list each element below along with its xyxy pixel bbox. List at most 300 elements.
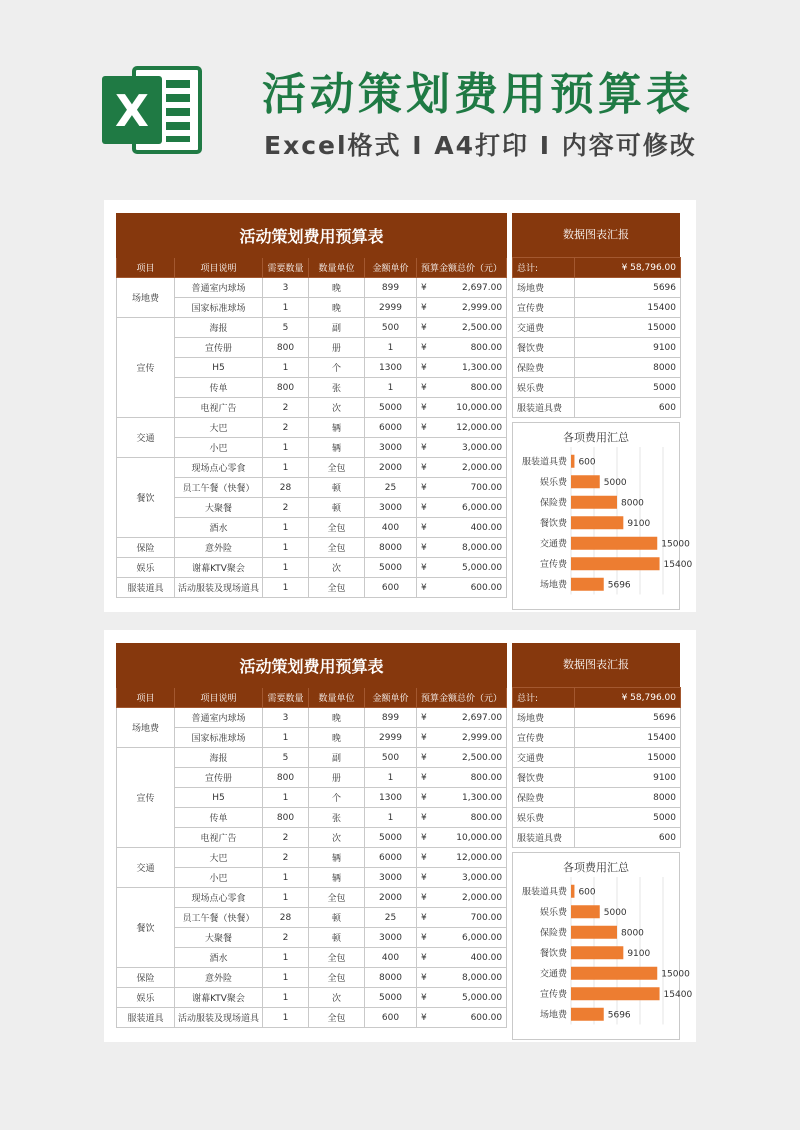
table-row bbox=[117, 578, 507, 598]
price-cell: 2000 bbox=[365, 888, 417, 908]
main-title: 活动策划费用预算表 bbox=[262, 69, 694, 120]
description-cell: 海报 bbox=[175, 748, 263, 768]
quantity-cell: 1 bbox=[263, 538, 309, 558]
price-cell: 3000 bbox=[365, 438, 417, 458]
unit-cell: 辆 bbox=[309, 438, 365, 458]
summary-row bbox=[513, 768, 681, 788]
chart-category-label: 保险费 bbox=[539, 928, 567, 939]
currency-symbol: ¥ bbox=[421, 972, 427, 983]
total-cell bbox=[417, 478, 507, 498]
summary-title: 数据图表汇报 bbox=[512, 643, 680, 687]
price-cell: 5000 bbox=[365, 828, 417, 848]
summary-panel bbox=[512, 643, 693, 1040]
currency-symbol: ¥ bbox=[421, 282, 427, 293]
sub-title: Excel格式 I A4打印 I 内容可修改 bbox=[264, 131, 697, 160]
chart-category-label: 保险费 bbox=[539, 498, 567, 509]
description-cell: 现场点心零食 bbox=[175, 888, 263, 908]
description-cell: 员工午餐（快餐） bbox=[175, 908, 263, 928]
quantity-cell: 1 bbox=[263, 298, 309, 318]
total-amount: 2,999.00 bbox=[462, 302, 503, 313]
total-cell bbox=[417, 848, 507, 868]
chart-bar bbox=[571, 1008, 604, 1021]
table-row bbox=[117, 358, 507, 378]
category-cell: 交通 bbox=[117, 418, 175, 458]
chart-bar bbox=[571, 516, 623, 529]
table-title: 活动策划费用预算表 bbox=[117, 214, 507, 258]
total-amount: 2,999.00 bbox=[462, 732, 503, 743]
page-header bbox=[0, 0, 800, 180]
total-amount: 2,500.00 bbox=[462, 752, 503, 763]
summary-row bbox=[513, 338, 681, 358]
price-cell: 5000 bbox=[365, 988, 417, 1008]
description-cell: 传单 bbox=[175, 378, 263, 398]
price-cell: 25 bbox=[365, 478, 417, 498]
unit-cell: 全包 bbox=[309, 518, 365, 538]
header-row bbox=[117, 688, 507, 708]
quantity-cell: 1 bbox=[263, 948, 309, 968]
description-cell: 酒水 bbox=[175, 948, 263, 968]
column-header: 项目说明 bbox=[175, 258, 263, 278]
unit-cell: 次 bbox=[309, 988, 365, 1008]
quantity-cell: 2 bbox=[263, 498, 309, 518]
description-cell: H5 bbox=[175, 788, 263, 808]
chart-bar bbox=[571, 885, 574, 898]
summary-total-value: ¥ 58,796.00 bbox=[575, 688, 681, 708]
bar-chart bbox=[513, 423, 693, 611]
total-cell bbox=[417, 748, 507, 768]
unit-cell: 辆 bbox=[309, 418, 365, 438]
price-cell: 8000 bbox=[365, 538, 417, 558]
summary-value: 5000 bbox=[575, 808, 681, 828]
chart-value-label: 9100 bbox=[627, 948, 651, 959]
summary-total-label: 总计: bbox=[513, 258, 575, 278]
total-cell bbox=[417, 578, 507, 598]
quantity-cell: 2 bbox=[263, 418, 309, 438]
price-cell: 1300 bbox=[365, 788, 417, 808]
summary-value: 600 bbox=[575, 398, 681, 418]
total-amount: 400.00 bbox=[470, 952, 503, 963]
unit-cell: 晚 bbox=[309, 298, 365, 318]
total-cell bbox=[417, 278, 507, 298]
chart-bar bbox=[571, 946, 623, 959]
unit-cell: 全包 bbox=[309, 538, 365, 558]
summary-value: 5696 bbox=[575, 278, 681, 298]
table-row bbox=[117, 338, 507, 358]
currency-symbol: ¥ bbox=[421, 482, 427, 493]
chart-value-label: 15000 bbox=[661, 539, 690, 550]
price-cell: 3000 bbox=[365, 498, 417, 518]
table-row bbox=[117, 498, 507, 518]
category-cell: 保险 bbox=[117, 538, 175, 558]
quantity-cell: 2 bbox=[263, 398, 309, 418]
quantity-cell: 1 bbox=[263, 558, 309, 578]
summary-total-label: 总计: bbox=[513, 688, 575, 708]
currency-symbol: ¥ bbox=[421, 872, 427, 883]
description-cell: 宣传册 bbox=[175, 768, 263, 788]
unit-cell: 晚 bbox=[309, 728, 365, 748]
quantity-cell: 800 bbox=[263, 768, 309, 788]
quantity-cell: 1 bbox=[263, 458, 309, 478]
description-cell: 小巴 bbox=[175, 868, 263, 888]
price-cell: 400 bbox=[365, 948, 417, 968]
price-cell: 1 bbox=[365, 338, 417, 358]
currency-symbol: ¥ bbox=[421, 712, 427, 723]
summary-value: 15000 bbox=[575, 748, 681, 768]
price-cell: 899 bbox=[365, 278, 417, 298]
table-body bbox=[117, 708, 507, 1028]
bar-chart bbox=[513, 853, 693, 1041]
description-cell: 意外险 bbox=[175, 968, 263, 988]
summary-name: 服装道具费 bbox=[513, 828, 575, 848]
summary-row bbox=[513, 298, 681, 318]
description-cell: 大巴 bbox=[175, 418, 263, 438]
category-cell: 宣传 bbox=[117, 748, 175, 848]
chart-value-label: 15000 bbox=[661, 969, 690, 980]
chart-category-label: 服装道具费 bbox=[521, 457, 567, 468]
total-cell bbox=[417, 398, 507, 418]
summary-table bbox=[512, 687, 681, 848]
unit-cell: 晚 bbox=[309, 708, 365, 728]
chart-value-label: 5696 bbox=[607, 580, 631, 591]
total-cell bbox=[417, 518, 507, 538]
unit-cell: 个 bbox=[309, 788, 365, 808]
currency-symbol: ¥ bbox=[421, 342, 427, 353]
table-row bbox=[117, 768, 507, 788]
unit-cell: 张 bbox=[309, 378, 365, 398]
summary-title: 数据图表汇报 bbox=[512, 213, 680, 257]
chart-value-label: 600 bbox=[578, 887, 596, 898]
description-cell: 活动服装及现场道具 bbox=[175, 1008, 263, 1028]
chart-value-label: 5000 bbox=[603, 477, 627, 488]
description-cell: 宣传册 bbox=[175, 338, 263, 358]
chart-bar bbox=[571, 557, 660, 570]
summary-row bbox=[513, 378, 681, 398]
column-header: 需要数量 bbox=[263, 258, 309, 278]
currency-symbol: ¥ bbox=[421, 402, 427, 413]
summary-name: 交通费 bbox=[513, 748, 575, 768]
chart-category-label: 场地费 bbox=[539, 580, 567, 591]
currency-symbol: ¥ bbox=[421, 912, 427, 923]
price-cell: 5000 bbox=[365, 398, 417, 418]
column-header: 金额单价 bbox=[365, 258, 417, 278]
currency-symbol: ¥ bbox=[421, 992, 427, 1003]
summary-panel bbox=[512, 213, 693, 610]
summary-name: 场地费 bbox=[513, 708, 575, 728]
table-row bbox=[117, 808, 507, 828]
total-cell bbox=[417, 968, 507, 988]
description-cell: 国家标准球场 bbox=[175, 728, 263, 748]
currency-symbol: ¥ bbox=[421, 832, 427, 843]
total-amount: 2,000.00 bbox=[462, 462, 503, 473]
total-amount: 800.00 bbox=[470, 342, 503, 353]
unit-cell: 全包 bbox=[309, 458, 365, 478]
table-row bbox=[117, 398, 507, 418]
description-cell: 大巴 bbox=[175, 848, 263, 868]
quantity-cell: 3 bbox=[263, 278, 309, 298]
total-cell bbox=[417, 538, 507, 558]
summary-value: 5696 bbox=[575, 708, 681, 728]
category-cell: 娱乐 bbox=[117, 558, 175, 578]
chart-category-label: 宣传费 bbox=[539, 989, 567, 1000]
currency-symbol: ¥ bbox=[421, 502, 427, 513]
total-amount: 700.00 bbox=[470, 482, 503, 493]
total-cell bbox=[417, 338, 507, 358]
table-row bbox=[117, 298, 507, 318]
unit-cell: 全包 bbox=[309, 948, 365, 968]
table-row bbox=[117, 828, 507, 848]
quantity-cell: 1 bbox=[263, 968, 309, 988]
chart-category-label: 娱乐费 bbox=[539, 907, 567, 918]
total-amount: 8,000.00 bbox=[462, 972, 503, 983]
summary-table bbox=[512, 257, 681, 418]
unit-cell: 次 bbox=[309, 398, 365, 418]
quantity-cell: 5 bbox=[263, 318, 309, 338]
description-cell: 员工午餐（快餐） bbox=[175, 478, 263, 498]
chart-bar bbox=[571, 455, 574, 468]
quantity-cell: 800 bbox=[263, 338, 309, 358]
total-cell bbox=[417, 808, 507, 828]
quantity-cell: 28 bbox=[263, 478, 309, 498]
description-cell: 普通室内球场 bbox=[175, 278, 263, 298]
table-row bbox=[117, 748, 507, 768]
total-amount: 400.00 bbox=[470, 522, 503, 533]
price-cell: 2000 bbox=[365, 458, 417, 478]
total-cell bbox=[417, 458, 507, 478]
table-row bbox=[117, 888, 507, 908]
total-cell bbox=[417, 928, 507, 948]
currency-symbol: ¥ bbox=[421, 1012, 427, 1023]
table-row bbox=[117, 418, 507, 438]
price-cell: 1 bbox=[365, 378, 417, 398]
summary-row bbox=[513, 748, 681, 768]
table-row bbox=[117, 318, 507, 338]
total-cell bbox=[417, 298, 507, 318]
description-cell: 现场点心零食 bbox=[175, 458, 263, 478]
unit-cell: 全包 bbox=[309, 888, 365, 908]
category-cell: 宣传 bbox=[117, 318, 175, 418]
total-cell bbox=[417, 728, 507, 748]
description-cell: 酒水 bbox=[175, 518, 263, 538]
chart-category-label: 娱乐费 bbox=[539, 477, 567, 488]
category-cell: 场地费 bbox=[117, 708, 175, 748]
total-cell bbox=[417, 498, 507, 518]
price-cell: 25 bbox=[365, 908, 417, 928]
total-cell bbox=[417, 558, 507, 578]
budget-sheet-1 bbox=[104, 200, 696, 612]
price-cell: 1300 bbox=[365, 358, 417, 378]
description-cell: 普通室内球场 bbox=[175, 708, 263, 728]
column-header: 数量单位 bbox=[309, 258, 365, 278]
budget-sheet-2 bbox=[104, 630, 696, 1042]
quantity-cell: 1 bbox=[263, 788, 309, 808]
unit-cell: 顿 bbox=[309, 478, 365, 498]
summary-name: 保险费 bbox=[513, 358, 575, 378]
price-cell: 600 bbox=[365, 1008, 417, 1028]
price-cell: 2999 bbox=[365, 298, 417, 318]
total-amount: 600.00 bbox=[470, 582, 503, 593]
summary-value: 15000 bbox=[575, 318, 681, 338]
currency-symbol: ¥ bbox=[421, 812, 427, 823]
chart-bar bbox=[571, 475, 600, 488]
chart-category-label: 服装道具费 bbox=[521, 887, 567, 898]
total-cell bbox=[417, 908, 507, 928]
unit-cell: 个 bbox=[309, 358, 365, 378]
total-amount: 6,000.00 bbox=[462, 932, 503, 943]
unit-cell: 次 bbox=[309, 828, 365, 848]
chart-category-label: 宣传费 bbox=[539, 559, 567, 570]
unit-cell: 张 bbox=[309, 808, 365, 828]
unit-cell: 顿 bbox=[309, 928, 365, 948]
chart-title: 各项费用汇总 bbox=[563, 431, 629, 444]
summary-value: 600 bbox=[575, 828, 681, 848]
unit-cell: 册 bbox=[309, 768, 365, 788]
chart-bar bbox=[571, 537, 657, 550]
currency-symbol: ¥ bbox=[421, 752, 427, 763]
quantity-cell: 1 bbox=[263, 988, 309, 1008]
chart-value-label: 15400 bbox=[663, 989, 693, 1000]
table-title: 活动策划费用预算表 bbox=[117, 644, 507, 688]
table-row bbox=[117, 708, 507, 728]
total-amount: 800.00 bbox=[470, 772, 503, 783]
total-amount: 5,000.00 bbox=[462, 562, 503, 573]
summary-value: 8000 bbox=[575, 358, 681, 378]
category-cell: 餐饮 bbox=[117, 888, 175, 968]
budget-table bbox=[116, 643, 507, 1028]
table-row bbox=[117, 928, 507, 948]
quantity-cell: 1 bbox=[263, 438, 309, 458]
price-cell: 1 bbox=[365, 808, 417, 828]
summary-name: 服装道具费 bbox=[513, 398, 575, 418]
category-cell: 娱乐 bbox=[117, 988, 175, 1008]
summary-name: 餐饮费 bbox=[513, 768, 575, 788]
price-cell: 500 bbox=[365, 748, 417, 768]
quantity-cell: 1 bbox=[263, 358, 309, 378]
table-row bbox=[117, 728, 507, 748]
total-amount: 2,500.00 bbox=[462, 322, 503, 333]
quantity-cell: 5 bbox=[263, 748, 309, 768]
column-header: 预算金额总价（元） bbox=[417, 688, 507, 708]
price-cell: 3000 bbox=[365, 868, 417, 888]
total-cell bbox=[417, 358, 507, 378]
unit-cell: 辆 bbox=[309, 848, 365, 868]
description-cell: 意外险 bbox=[175, 538, 263, 558]
table-body bbox=[117, 278, 507, 598]
chart-value-label: 15400 bbox=[663, 559, 693, 570]
summary-row bbox=[513, 318, 681, 338]
category-cell: 交通 bbox=[117, 848, 175, 888]
total-amount: 10,000.00 bbox=[456, 402, 503, 413]
total-cell bbox=[417, 948, 507, 968]
currency-symbol: ¥ bbox=[421, 382, 427, 393]
unit-cell: 辆 bbox=[309, 868, 365, 888]
column-header: 项目说明 bbox=[175, 688, 263, 708]
currency-symbol: ¥ bbox=[421, 792, 427, 803]
total-amount: 1,300.00 bbox=[462, 792, 503, 803]
description-cell: 大聚餐 bbox=[175, 498, 263, 518]
expense-chart bbox=[512, 852, 693, 1040]
description-cell: 海报 bbox=[175, 318, 263, 338]
unit-cell: 副 bbox=[309, 318, 365, 338]
summary-value: 5000 bbox=[575, 378, 681, 398]
quantity-cell: 28 bbox=[263, 908, 309, 928]
total-cell bbox=[417, 828, 507, 848]
price-cell: 6000 bbox=[365, 418, 417, 438]
total-amount: 12,000.00 bbox=[456, 852, 503, 863]
total-cell bbox=[417, 868, 507, 888]
column-header: 预算金额总价（元） bbox=[417, 258, 507, 278]
column-header: 需要数量 bbox=[263, 688, 309, 708]
summary-value: 15400 bbox=[575, 298, 681, 318]
currency-symbol: ¥ bbox=[421, 522, 427, 533]
summary-total-row bbox=[513, 688, 681, 708]
table-row bbox=[117, 908, 507, 928]
price-cell: 400 bbox=[365, 518, 417, 538]
currency-symbol: ¥ bbox=[421, 302, 427, 313]
currency-symbol: ¥ bbox=[421, 582, 427, 593]
summary-name: 娱乐费 bbox=[513, 378, 575, 398]
total-cell bbox=[417, 418, 507, 438]
excel-logo-icon bbox=[100, 62, 204, 158]
quantity-cell: 800 bbox=[263, 808, 309, 828]
unit-cell: 全包 bbox=[309, 578, 365, 598]
currency-symbol: ¥ bbox=[421, 462, 427, 473]
description-cell: H5 bbox=[175, 358, 263, 378]
currency-symbol: ¥ bbox=[421, 322, 427, 333]
chart-title: 各项费用汇总 bbox=[563, 861, 629, 874]
currency-symbol: ¥ bbox=[421, 422, 427, 433]
summary-value: 8000 bbox=[575, 788, 681, 808]
category-cell: 服装道具 bbox=[117, 578, 175, 598]
unit-cell: 副 bbox=[309, 748, 365, 768]
table-row bbox=[117, 438, 507, 458]
unit-cell: 顿 bbox=[309, 498, 365, 518]
unit-cell: 全包 bbox=[309, 1008, 365, 1028]
quantity-cell: 1 bbox=[263, 578, 309, 598]
quantity-cell: 1 bbox=[263, 518, 309, 538]
summary-row bbox=[513, 828, 681, 848]
total-amount: 10,000.00 bbox=[456, 832, 503, 843]
total-cell bbox=[417, 888, 507, 908]
quantity-cell: 2 bbox=[263, 828, 309, 848]
budget-table bbox=[116, 213, 507, 598]
summary-row bbox=[513, 708, 681, 728]
chart-bar bbox=[571, 926, 617, 939]
unit-cell: 全包 bbox=[309, 968, 365, 988]
quantity-cell: 3 bbox=[263, 708, 309, 728]
chart-value-label: 600 bbox=[578, 457, 596, 468]
column-header: 项目 bbox=[117, 258, 175, 278]
chart-bar bbox=[571, 987, 660, 1000]
table-row bbox=[117, 558, 507, 578]
chart-bar bbox=[571, 578, 604, 591]
table-row bbox=[117, 478, 507, 498]
table-row bbox=[117, 868, 507, 888]
header-row bbox=[117, 258, 507, 278]
chart-value-label: 5696 bbox=[607, 1010, 631, 1021]
column-header: 金额单价 bbox=[365, 688, 417, 708]
total-amount: 800.00 bbox=[470, 812, 503, 823]
total-cell bbox=[417, 438, 507, 458]
currency-symbol: ¥ bbox=[421, 892, 427, 903]
total-amount: 2,697.00 bbox=[462, 712, 503, 723]
currency-symbol: ¥ bbox=[421, 542, 427, 553]
total-amount: 600.00 bbox=[470, 1012, 503, 1023]
currency-symbol: ¥ bbox=[421, 932, 427, 943]
quantity-cell: 1 bbox=[263, 868, 309, 888]
summary-value: 15400 bbox=[575, 728, 681, 748]
currency-symbol: ¥ bbox=[421, 362, 427, 373]
chart-category-label: 场地费 bbox=[539, 1010, 567, 1021]
